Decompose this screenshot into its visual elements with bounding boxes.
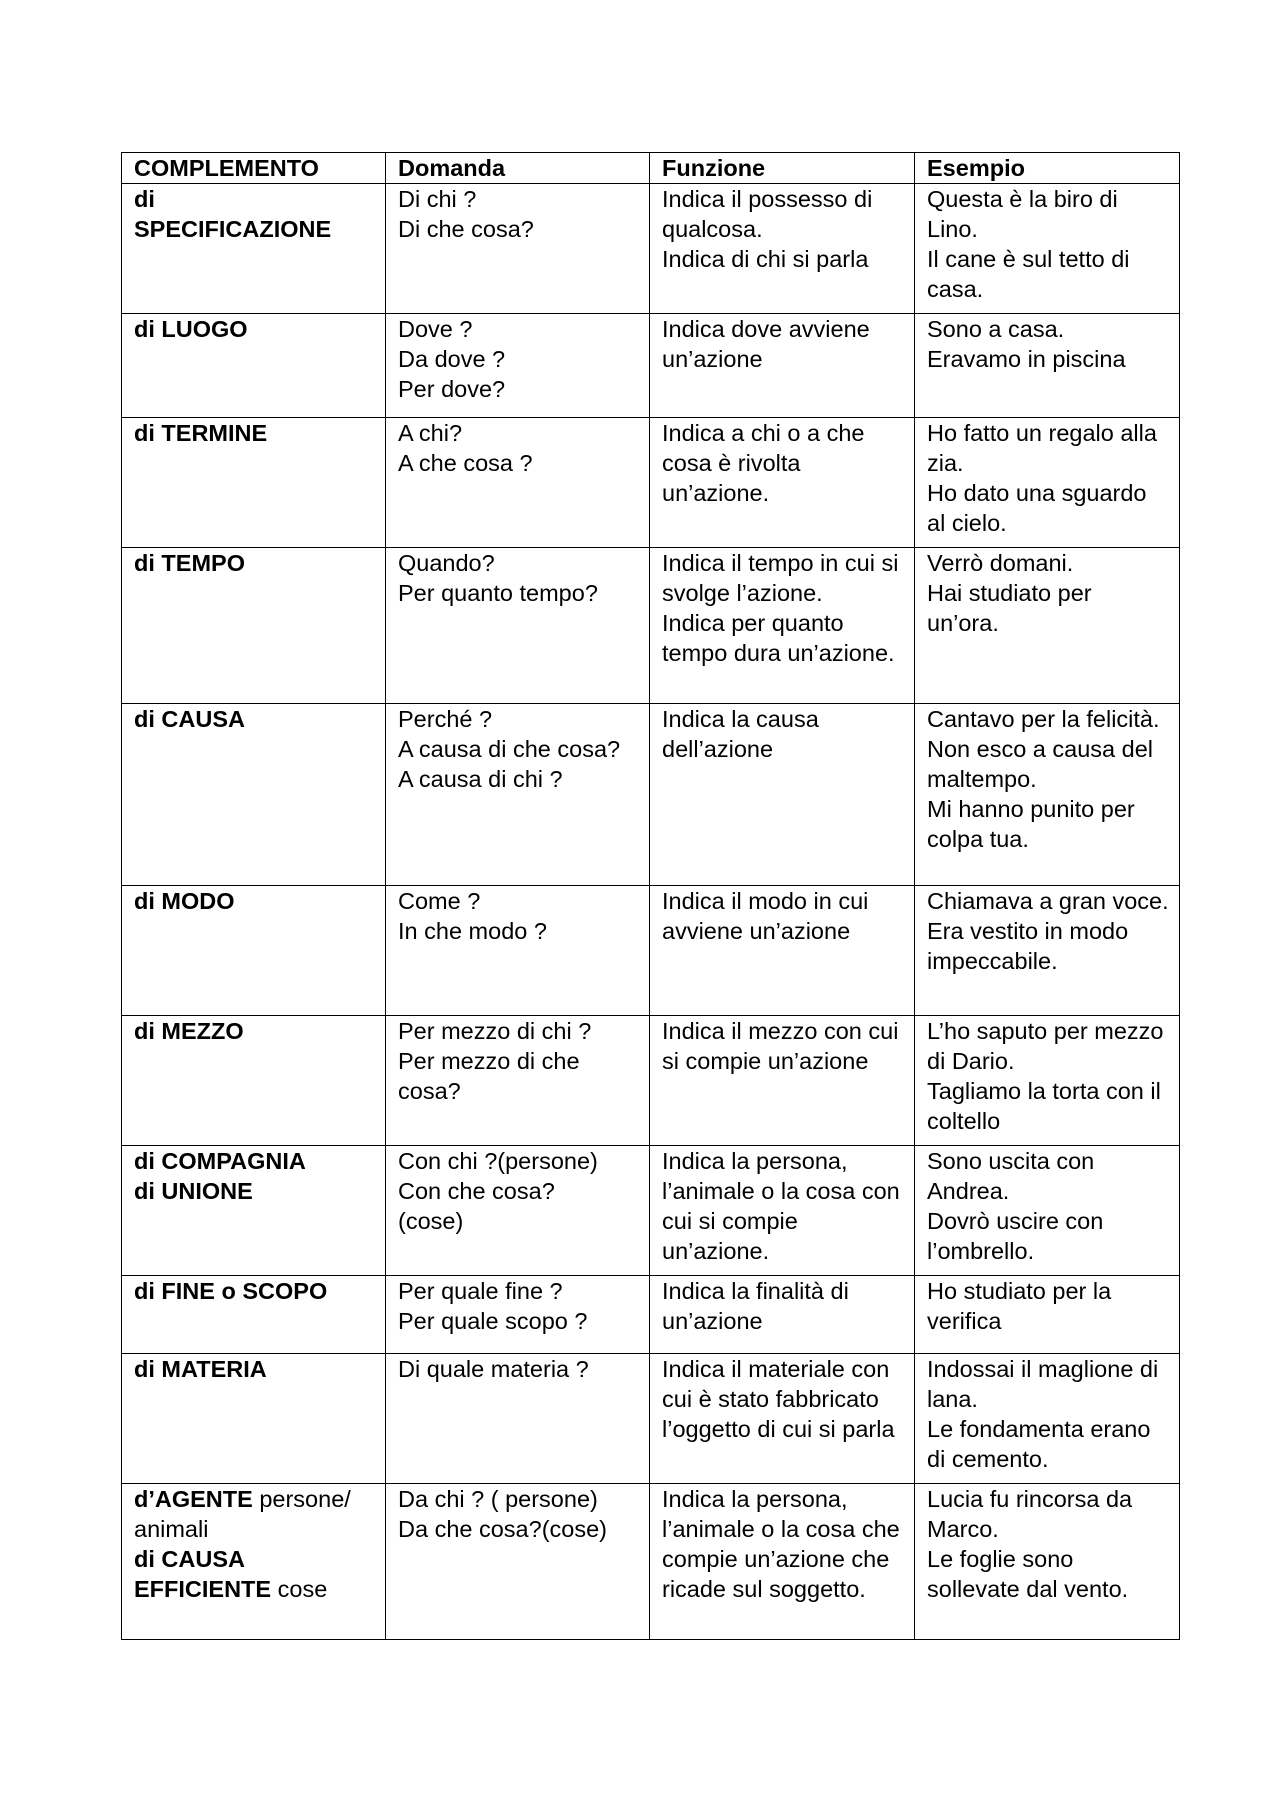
complemento-name: di CAUSA EFFICIENTE [134,1546,272,1602]
complemento-name: di TEMPO [134,550,245,576]
cell-domanda: Dove ? Da dove ? Per dove? [386,314,650,418]
cell-complemento [122,314,386,418]
cell-complemento [122,1276,386,1354]
cell-esempio: Cantavo per la felicità. Non esco a causa del maltempo. Mi hanno punito per colpa tua. [915,704,1180,886]
header-funzione: Funzione [650,153,915,184]
cell-complemento [122,184,386,314]
cell-domanda: Come ? In che modo ? [386,886,650,1016]
complemento-name: di TERMINE [134,420,268,446]
cell-domanda: Per quale fine ? Per quale scopo ? [386,1276,650,1354]
cell-funzione: Indica a chi o a che cosa è rivolta un’azione. [650,418,915,548]
cell-esempio: Sono a casa. Eravamo in piscina [915,314,1180,418]
cell-domanda: Quando? Per quanto tempo? [386,548,650,704]
table-row [122,314,1180,418]
cell-funzione: Indica il possesso di qualcosa. Indica di chi si parla [650,184,915,314]
complemento-name: di MATERIA [134,1356,267,1382]
complemento-name: d’AGENTE [134,1486,253,1512]
cell-complemento [122,548,386,704]
complementi-table [121,152,1180,1640]
cell-complemento [122,1146,386,1276]
complemento-name: di LUOGO [134,316,248,342]
cell-funzione: Indica il tempo in cui si svolge l’azione. Indica per quanto tempo dura un’azione. [650,548,915,704]
header-domanda: Domanda [386,153,650,184]
cell-funzione: Indica la persona, l’animale o la cosa che compie un’azione che ricade sul soggetto. [650,1484,915,1640]
complemento-note: cose [271,1576,328,1602]
cell-esempio: L’ho saputo per mezzo di Dario. Tagliamo la torta con il coltello [915,1016,1180,1146]
table-header-row [122,153,1180,184]
cell-esempio: Chiamava a gran voce. Era vestito in modo impeccabile. [915,886,1180,1016]
table-row [122,1484,1180,1640]
cell-domanda: Di chi ? Di che cosa? [386,184,650,314]
cell-complemento [122,886,386,1016]
cell-domanda: Da chi ? ( persone) Da che cosa?(cose) [386,1484,650,1640]
complemento-note: persone/ animali [134,1486,351,1542]
complemento-name: di MEZZO [134,1018,244,1044]
cell-domanda: Perché ? A causa di che cosa? A causa di chi ? [386,704,650,886]
cell-esempio: Questa è la biro di Lino. Il cane è sul tetto di casa. [915,184,1180,314]
table-row [122,704,1180,886]
table-body [122,184,1180,1640]
cell-complemento [122,1354,386,1484]
cell-domanda: Per mezzo di chi ? Per mezzo di che cosa? [386,1016,650,1146]
cell-complemento [122,1484,386,1640]
cell-complemento [122,418,386,548]
table-row [122,886,1180,1016]
cell-esempio: Sono uscita con Andrea. Dovrò uscire con l’ombrello. [915,1146,1180,1276]
cell-complemento [122,1016,386,1146]
table-row [122,1354,1180,1484]
cell-funzione: Indica il materiale con cui è stato fabbricato l’oggetto di cui si parla [650,1354,915,1484]
cell-complemento [122,704,386,886]
table-row [122,1276,1180,1354]
cell-funzione: Indica la causa dell’azione [650,704,915,886]
cell-funzione: Indica il modo in cui avviene un’azione [650,886,915,1016]
table-row [122,418,1180,548]
cell-esempio: Ho fatto un regalo alla zia. Ho dato una sguardo al cielo. [915,418,1180,548]
cell-domanda: Con chi ?(persone) Con che cosa? (cose) [386,1146,650,1276]
complemento-name: di FINE o SCOPO [134,1278,328,1304]
cell-esempio: Verrò domani. Hai studiato per un’ora. [915,548,1180,704]
complemento-name: di CAUSA [134,706,245,732]
cell-funzione: Indica la persona, l’animale o la cosa con cui si compie un’azione. [650,1146,915,1276]
cell-funzione: Indica dove avviene un’azione [650,314,915,418]
complemento-name: di COMPAGNIA di UNIONE [134,1148,306,1204]
cell-funzione: Indica il mezzo con cui si compie un’azione [650,1016,915,1146]
header-esempio: Esempio [915,153,1180,184]
table-row [122,184,1180,314]
cell-domanda: A chi? A che cosa ? [386,418,650,548]
cell-esempio: Lucia fu rincorsa da Marco. Le foglie sono sollevate dal vento. [915,1484,1180,1640]
cell-domanda: Di quale materia ? [386,1354,650,1484]
cell-esempio: Ho studiato per la verifica [915,1276,1180,1354]
complemento-name: di MODO [134,888,235,914]
table-row [122,1146,1180,1276]
table-row [122,548,1180,704]
header-complemento: COMPLEMENTO [122,153,386,184]
table-row [122,1016,1180,1146]
cell-funzione: Indica la finalità di un’azione [650,1276,915,1354]
cell-esempio: Indossai il maglione di lana. Le fondamenta erano di cemento. [915,1354,1180,1484]
complemento-name: di SPECIFICAZIONE [134,186,332,242]
